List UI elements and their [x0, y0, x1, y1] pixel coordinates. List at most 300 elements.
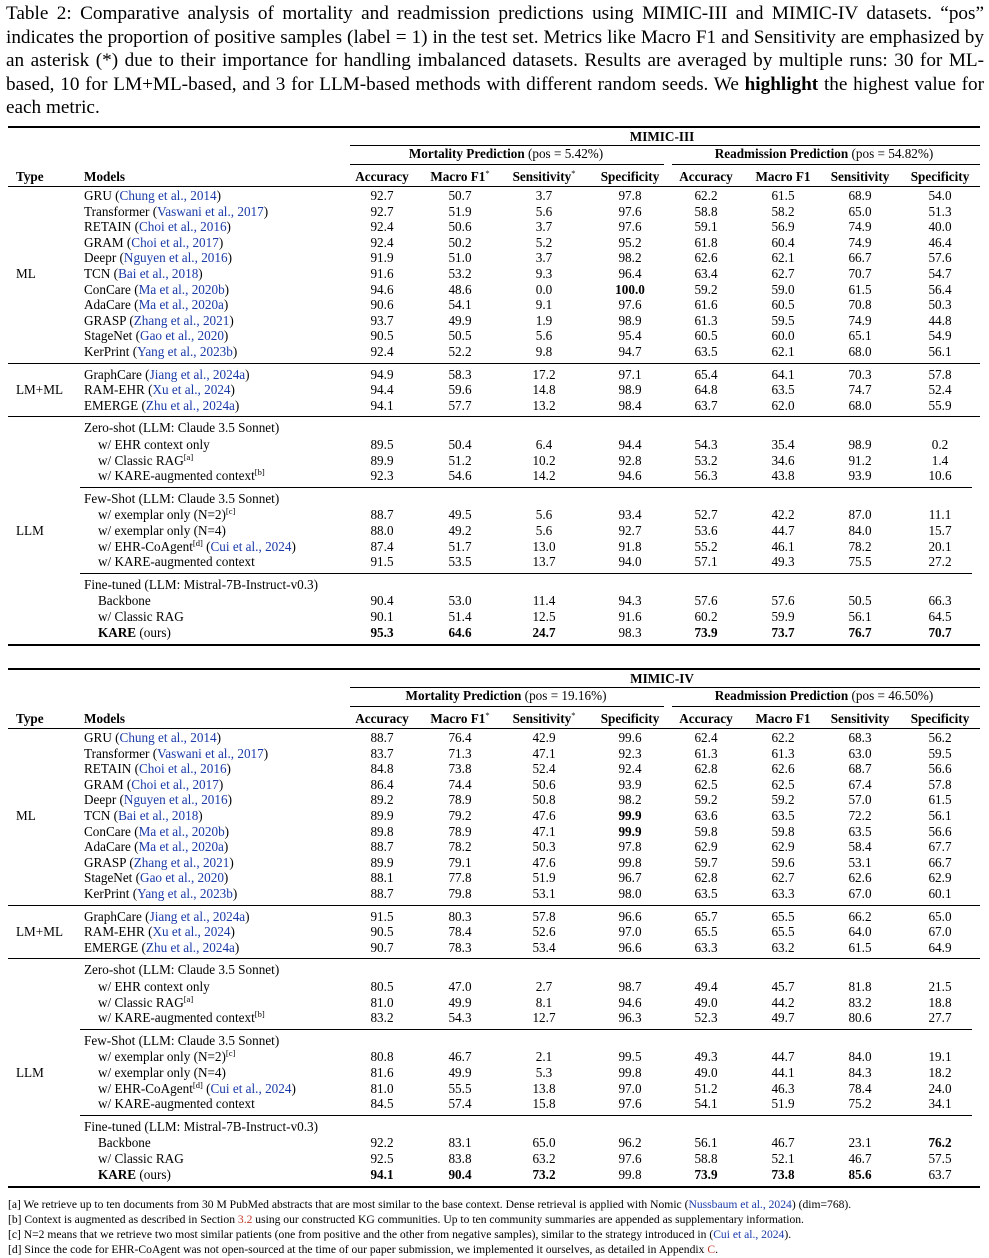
metric-value: 49.2	[448, 523, 472, 538]
metric-value: 44.7	[771, 1049, 795, 1065]
metric-value: 68.3	[848, 730, 872, 745]
metric-value: 19.1	[928, 1049, 952, 1065]
metric-value: 59.6	[448, 382, 472, 398]
metric-value: 10.6	[928, 468, 952, 484]
citation-link[interactable]: Nguyen et al., 2016	[123, 250, 228, 266]
metric-value: 57.6	[694, 593, 718, 609]
readmission-label: Readmission Prediction	[714, 688, 849, 703]
metric-value: 59.1	[694, 219, 718, 235]
metric-value: 88.0	[370, 523, 394, 538]
footnote-item: [c] N=2 means that we retrieve two most similar patients (one from positive and the other from negative samples), similar to the strategy introduced in (Cui et al., 2024).	[8, 1228, 792, 1241]
metric-value: 80.8	[370, 1049, 394, 1065]
metric-value: 52.2	[448, 344, 472, 359]
metric-value: 62.9	[771, 839, 795, 855]
metric-value: 56.2	[928, 730, 952, 745]
metric-value: 45.7	[771, 979, 795, 994]
metric-value: 1.9	[535, 312, 553, 328]
metric-value: 56.6	[928, 823, 952, 839]
metric-value: 47.6	[532, 854, 556, 870]
model-label: KerPrint	[84, 886, 130, 901]
metric-value: 57.4	[448, 1096, 472, 1112]
metric-value: 52.4	[532, 761, 556, 777]
metric-value: 91.6	[618, 609, 642, 624]
metric-value: 47.0	[448, 979, 472, 994]
metric-value: 97.6	[618, 1096, 642, 1112]
metric-value: 83.2	[848, 994, 872, 1010]
metric-value: 14.2	[532, 468, 556, 484]
type-label: ML	[16, 808, 36, 823]
metric-value: 66.7	[928, 854, 952, 870]
metric-value: 51.9	[532, 870, 556, 886]
metric-value: 54.0	[928, 188, 952, 203]
model-name: KerPrint (Yang et al., 2023b)	[84, 344, 238, 359]
citation-link[interactable]: Ma et al., 2020a	[138, 297, 224, 313]
model-name	[98, 1065, 226, 1081]
type-label: LM+ML	[16, 924, 63, 940]
metric-value: 63.2	[532, 1151, 556, 1166]
metric-value: 59.2	[694, 792, 718, 808]
metric-value: 46.7	[848, 1151, 872, 1166]
citation-link[interactable]: Yang et al., 2023b	[137, 886, 233, 901]
metric-value: 51.2	[694, 1080, 718, 1096]
metric-value: 59.2	[694, 281, 718, 297]
footnote-item: [d] Since the code for EHR-CoAgent was not open-sourced at the time of our paper submission, we implemented it ourselves, as detailed in Appendix C.	[8, 1243, 718, 1256]
metric-value: 90.1	[370, 609, 394, 624]
metric-value: 90.4	[370, 593, 394, 609]
metric-value: 0.0	[535, 281, 553, 297]
metric-value: 90.6	[370, 297, 394, 313]
citation-link[interactable]: Choi et al., 2017	[131, 776, 219, 792]
model-name: RAM-EHR (Xu et al., 2024)	[84, 924, 235, 940]
metric-value: 47.6	[532, 808, 556, 823]
metric-value: 63.3	[771, 886, 795, 901]
metric-value: 81.0	[370, 994, 394, 1010]
model-name: w/ EHR-CoAgent[d] (Cui et al., 2024)	[98, 1079, 296, 1096]
metric-value: 61.8	[694, 234, 718, 250]
metric-value: 65.0	[928, 908, 952, 924]
metric-value: 5.6	[535, 328, 553, 344]
model-name	[98, 468, 265, 484]
col-header-metric: Accuracy	[355, 711, 409, 726]
citation-link[interactable]: Zhang et al., 2021	[133, 312, 230, 328]
citation-link[interactable]: Cui et al., 2024	[713, 1228, 785, 1241]
model-name: ConCare (Ma et al., 2020b)	[84, 823, 230, 839]
metric-value: 78.3	[448, 939, 472, 955]
metric-value: 99.8	[618, 1166, 642, 1182]
model-label: w/ EHR-CoAgent	[98, 538, 193, 554]
metric-value: 35.4	[771, 437, 795, 452]
model-label: TCN	[84, 266, 111, 281]
citation-link[interactable]: Ma et al., 2020a	[138, 839, 224, 855]
metric-value: 88.7	[370, 886, 394, 901]
citation-link[interactable]: Vaswani et al., 2017	[157, 203, 264, 219]
metric-value: 49.4	[694, 979, 718, 994]
metric-value: 51.9	[771, 1096, 795, 1112]
metric-value: 57.1	[694, 554, 718, 570]
metric-value: 90.5	[370, 924, 394, 940]
metric-value: 78.2	[848, 538, 872, 554]
model-label: ConCare	[84, 281, 131, 297]
metric-value: 54.9	[928, 328, 952, 344]
metric-value: 56.1	[694, 1135, 718, 1151]
metric-value: 68.9	[848, 188, 872, 203]
metric-value: 3.7	[535, 250, 553, 266]
metric-value: 91.6	[370, 266, 394, 281]
metric-value: 98.4	[618, 397, 642, 413]
metric-value: 49.0	[694, 1065, 718, 1080]
model-label: w/ KARE-augmented context	[98, 554, 255, 570]
dataset-title: MIMIC-III	[629, 129, 695, 144]
citation-link[interactable]: 3.2	[237, 1213, 253, 1226]
rule-line	[80, 1029, 972, 1030]
metric-value: 49.7	[771, 1010, 795, 1026]
metric-value: 88.7	[370, 507, 394, 523]
metric-value: 2.1	[535, 1049, 553, 1065]
mortality-label: Mortality Prediction	[405, 688, 522, 703]
rule-line	[8, 363, 980, 364]
citation-link[interactable]: Choi et al., 2016	[139, 761, 227, 777]
metric-value: 60.2	[694, 609, 718, 624]
metric-value: 96.4	[618, 266, 642, 281]
model-label: w/ exemplar only (N=4)	[98, 1065, 226, 1080]
model-label: w/ exemplar only (N=2)	[98, 507, 226, 523]
metric-value: 27.2	[928, 554, 952, 570]
metric-value: 59.7	[694, 854, 718, 870]
metric-value: 91.2	[848, 452, 872, 468]
citation-link[interactable]: Bai et al., 2018	[118, 266, 199, 281]
metric-value: 46.3	[771, 1080, 795, 1096]
metric-value: 96.6	[618, 939, 642, 955]
rule-line	[8, 644, 980, 646]
citation-link[interactable]: Zhu et al., 2024a	[145, 939, 235, 955]
citation-link[interactable]: Choi et al., 2016	[139, 219, 227, 235]
metric-value: 62.4	[694, 730, 718, 745]
footnote-marker: [a]	[183, 993, 194, 1004]
metric-value: 58.8	[694, 203, 718, 219]
metric-value: 57.5	[928, 1151, 952, 1166]
metric-value: 62.0	[771, 397, 795, 413]
metric-value: 92.7	[370, 188, 394, 203]
metric-value: 79.8	[448, 886, 472, 901]
metric-value: 2.7	[535, 979, 553, 994]
model-name	[98, 1135, 151, 1151]
metric-value: 34.1	[928, 1096, 952, 1112]
metric-value: 83.7	[370, 745, 394, 761]
metric-value: 11.1	[928, 507, 952, 523]
model-name: AdaCare (Ma et al., 2020a)	[84, 297, 229, 313]
metric-value: 81.0	[370, 1080, 394, 1096]
metric-value: 50.6	[532, 776, 556, 792]
metric-value: 50.5	[848, 593, 872, 609]
metric-value: 89.8	[370, 823, 394, 839]
metric-value: 100.0	[615, 281, 645, 297]
metric-value: 92.3	[618, 745, 642, 761]
metric-value: 94.1	[370, 397, 394, 413]
metric-value: 67.7	[928, 839, 952, 855]
model-name	[98, 593, 151, 609]
metric-value: 54.1	[448, 297, 472, 313]
citation-link[interactable]: Jiang et al., 2024a	[149, 908, 246, 924]
metric-value: 87.0	[848, 507, 872, 523]
citation-link[interactable]: Gao et al., 2020	[140, 870, 224, 886]
type-label: LLM	[16, 522, 44, 538]
citation-link[interactable]: Bai et al., 2018	[118, 808, 199, 823]
metric-value: 54.3	[448, 1010, 472, 1026]
metric-value: 78.4	[448, 924, 472, 940]
metric-value: 55.5	[448, 1080, 472, 1096]
model-name: KARE (ours)	[98, 1166, 171, 1182]
metric-value: 62.6	[771, 761, 795, 777]
citation-link[interactable]: Ma et al., 2020b	[138, 823, 225, 839]
model-name: StageNet (Gao et al., 2020)	[84, 328, 229, 344]
metric-value: 65.7	[694, 908, 718, 924]
metric-value: 95.3	[370, 624, 394, 640]
metric-value: 93.7	[370, 312, 394, 328]
mortality-header	[409, 146, 603, 162]
readmission-pos: (pos = 54.82%)	[848, 146, 934, 161]
metric-value: 13.0	[532, 538, 556, 554]
metric-value: 99.9	[618, 808, 642, 823]
model-name	[98, 507, 235, 523]
model-label: EMERGE	[84, 939, 139, 955]
model-name	[98, 979, 210, 995]
metric-value: 58.2	[771, 203, 795, 219]
model-name: GraphCare (Jiang et al., 2024a)	[84, 366, 250, 382]
model-label: w/ Classic RAG	[98, 994, 184, 1010]
metric-value: 52.3	[694, 1010, 718, 1026]
metric-value: 94.6	[370, 281, 394, 297]
col-header-type: Type	[16, 711, 44, 726]
model-label: GRASP	[84, 312, 127, 328]
metric-value: 53.1	[848, 854, 872, 870]
metric-value: 5.6	[535, 203, 553, 219]
metric-value: 89.9	[370, 808, 394, 823]
metric-value: 94.0	[618, 554, 642, 570]
metric-value: 92.4	[370, 234, 394, 250]
metric-value: 63.6	[694, 808, 718, 823]
metric-value: 57.7	[448, 397, 472, 413]
metric-value: 92.7	[618, 523, 642, 538]
model-label: GRAM	[84, 776, 124, 792]
metric-value: 49.3	[771, 554, 795, 570]
metric-value: 49.0	[694, 994, 718, 1010]
metric-value: 58.8	[694, 1151, 718, 1166]
metric-value: 59.9	[771, 609, 795, 624]
footnote-marker: [c]	[225, 1048, 236, 1059]
metric-value: 58.4	[848, 839, 872, 855]
model-label: w/ EHR-CoAgent	[98, 1080, 193, 1096]
metric-value: 67.4	[848, 776, 872, 792]
metric-value: 73.7	[771, 624, 795, 640]
metric-value: 98.2	[618, 250, 642, 266]
metric-value: 63.5	[848, 823, 872, 839]
metric-value: 62.2	[771, 730, 795, 745]
model-name	[98, 1151, 184, 1167]
metric-value: 43.8	[771, 468, 795, 484]
model-name	[98, 1010, 265, 1026]
model-name	[98, 554, 255, 570]
metric-value: 93.4	[618, 507, 642, 523]
col-header-metric: Specificity	[600, 711, 660, 726]
metric-value: 75.2	[848, 1096, 872, 1112]
mortality-label: Mortality Prediction	[408, 146, 525, 161]
metric-value: 99.5	[618, 1049, 642, 1065]
metric-value: 90.7	[370, 939, 394, 955]
footnote-item: [b] Context is augmented as described in Section 3.2 using our constructed KG communities. Up to ten community summaries are appended as supplementary information.	[8, 1213, 804, 1226]
metric-value: 11.4	[532, 593, 556, 609]
citation-link[interactable]: Cui et al., 2024	[210, 1080, 292, 1096]
metric-value: 13.7	[532, 554, 556, 570]
model-label: ConCare	[84, 823, 131, 839]
citation-link[interactable]: C	[707, 1243, 716, 1256]
model-label: KerPrint	[84, 344, 130, 359]
metric-value: 46.4	[928, 234, 952, 250]
rule-line	[80, 1115, 972, 1116]
metric-value: 57.8	[928, 366, 952, 382]
model-name: GRASP (Zhang et al., 2021)	[84, 312, 234, 328]
metric-value: 60.5	[771, 297, 795, 313]
citation-link[interactable]: Xu et al., 2024	[152, 924, 231, 940]
model-label: Deepr	[84, 792, 117, 808]
metric-value: 51.7	[448, 538, 472, 554]
metric-value: 44.2	[771, 994, 795, 1010]
model-name: RETAIN (Choi et al., 2016)	[84, 219, 231, 235]
metric-value: 12.5	[532, 609, 556, 624]
metric-value: 52.4	[928, 382, 952, 398]
citation-link[interactable]: Chung et al., 2014	[119, 730, 217, 745]
metric-value: 99.9	[618, 823, 642, 839]
model-label: GRU	[84, 730, 112, 745]
metric-value: 62.5	[694, 776, 718, 792]
citation-link[interactable]: Zhu et al., 2024a	[145, 397, 235, 413]
metric-value: 65.4	[694, 366, 718, 382]
citation-link[interactable]: Choi et al., 2017	[131, 234, 219, 250]
metric-value: 94.6	[618, 994, 642, 1010]
metric-value: 97.8	[618, 188, 642, 203]
metric-value: 63.0	[848, 745, 872, 761]
metric-value: 63.7	[694, 397, 718, 413]
metric-value: 80.3	[448, 908, 472, 924]
metric-value: 50.4	[448, 437, 472, 452]
metric-value: 92.4	[370, 344, 394, 359]
citation-link[interactable]: Xu et al., 2024	[152, 382, 231, 398]
metric-value: 83.1	[448, 1135, 472, 1151]
metric-value: 61.3	[694, 745, 718, 761]
metric-value: 88.7	[370, 839, 394, 855]
metric-value: 83.2	[370, 1010, 394, 1026]
footnote-item: [a] We retrieve up to ten documents from 30 M PubMed abstracts that are most similar to the base context. Dense retrieval is applied with Nomic (Nussbaum et al., 2024) (dim=768).	[8, 1198, 852, 1211]
metric-value: 95.2	[618, 234, 642, 250]
metric-value: 97.6	[618, 297, 642, 313]
model-name: GRU (Chung et al., 2014)	[84, 188, 222, 203]
metric-value: 42.2	[771, 507, 795, 523]
model-label: w/ KARE-augmented context	[98, 1010, 255, 1026]
metric-value: 91.5	[370, 908, 394, 924]
model-name	[98, 523, 226, 539]
model-label: EMERGE	[84, 397, 139, 413]
mortality-header	[406, 688, 607, 704]
metric-value: 61.3	[694, 312, 718, 328]
model-label: GraphCare	[84, 366, 142, 382]
metric-value: 53.5	[448, 554, 472, 570]
citation-link[interactable]: Vaswani et al., 2017	[157, 745, 264, 761]
model-label: w/ KARE-augmented context	[98, 1096, 255, 1112]
metric-value: 18.8	[928, 994, 952, 1010]
metric-value: 18.2	[928, 1065, 952, 1080]
metric-value: 59.0	[771, 281, 795, 297]
citation-link[interactable]: Chung et al., 2014	[119, 188, 217, 203]
metric-value: 49.5	[448, 507, 472, 523]
citation-link[interactable]: Gao et al., 2020	[140, 328, 224, 344]
citation-link[interactable]: Zhang et al., 2021	[133, 854, 230, 870]
footnote-marker: [b]	[254, 467, 265, 478]
metric-value: 53.1	[532, 886, 556, 901]
metric-value: 92.7	[370, 203, 394, 219]
metric-value: 52.7	[694, 507, 718, 523]
metric-value: 81.6	[370, 1065, 394, 1080]
metric-value: 60.1	[928, 886, 952, 901]
citation-link[interactable]: Jiang et al., 2024a	[149, 366, 246, 382]
citation-link[interactable]: Yang et al., 2023b	[137, 344, 233, 359]
col-header-metric: Accuracy	[679, 711, 733, 726]
metric-value: 50.2	[448, 234, 472, 250]
metric-value: 60.4	[771, 234, 795, 250]
metric-value: 55.2	[694, 538, 718, 554]
metric-value: 65.5	[771, 908, 795, 924]
footnote-marker: [d]	[192, 1079, 203, 1090]
metric-value: 88.1	[370, 870, 394, 886]
metric-value: 44.7	[771, 523, 795, 538]
citation-link[interactable]: Ma et al., 2020b	[138, 281, 225, 297]
metric-value: 51.3	[928, 203, 952, 219]
col-header-type: Type	[16, 169, 44, 184]
citation-link[interactable]: Nguyen et al., 2016	[123, 792, 228, 808]
dataset-title: MIMIC-IV	[630, 671, 694, 686]
metric-value: 51.0	[448, 250, 472, 266]
citation-link[interactable]: Nussbaum et al., 2024	[688, 1198, 792, 1211]
metric-value: 61.3	[771, 745, 795, 761]
col-header-metric: Macro F1*	[430, 168, 490, 184]
model-name: EMERGE (Zhu et al., 2024a)	[84, 397, 240, 413]
model-label: w/ exemplar only (N=2)	[98, 1049, 226, 1065]
metric-value: 46.1	[771, 538, 795, 554]
metric-value: 51.2	[448, 452, 472, 468]
metric-value: 64.8	[694, 382, 718, 398]
metric-value: 64.6	[448, 624, 472, 640]
metric-value: 58.3	[448, 366, 472, 382]
metric-value: 70.3	[848, 366, 872, 382]
metric-value: 73.8	[771, 1166, 795, 1182]
subgroup-title: Few-Shot (LLM: Claude 3.5 Sonnet)	[84, 490, 280, 506]
model-name: Deepr (Nguyen et al., 2016)	[84, 250, 232, 266]
col-header-metric: Specificity	[600, 169, 660, 184]
metric-value: 79.2	[448, 808, 472, 823]
citation-link[interactable]: Cui et al., 2024	[210, 538, 292, 554]
metric-value: 91.9	[370, 250, 394, 266]
model-name	[98, 1096, 255, 1112]
model-name: KerPrint (Yang et al., 2023b)	[84, 886, 238, 901]
model-label: GRU	[84, 188, 112, 203]
rule-line	[8, 416, 980, 417]
metric-value: 3.7	[535, 188, 553, 203]
metric-value: 44.1	[771, 1065, 795, 1080]
metric-value: 56.1	[928, 808, 952, 823]
metric-value: 62.9	[928, 870, 952, 886]
model-label: w/ KARE-augmented context	[98, 468, 255, 484]
metric-value: 64.5	[928, 609, 952, 624]
model-name: GRU (Chung et al., 2014)	[84, 730, 222, 745]
footnote-marker: [c]	[225, 506, 236, 517]
